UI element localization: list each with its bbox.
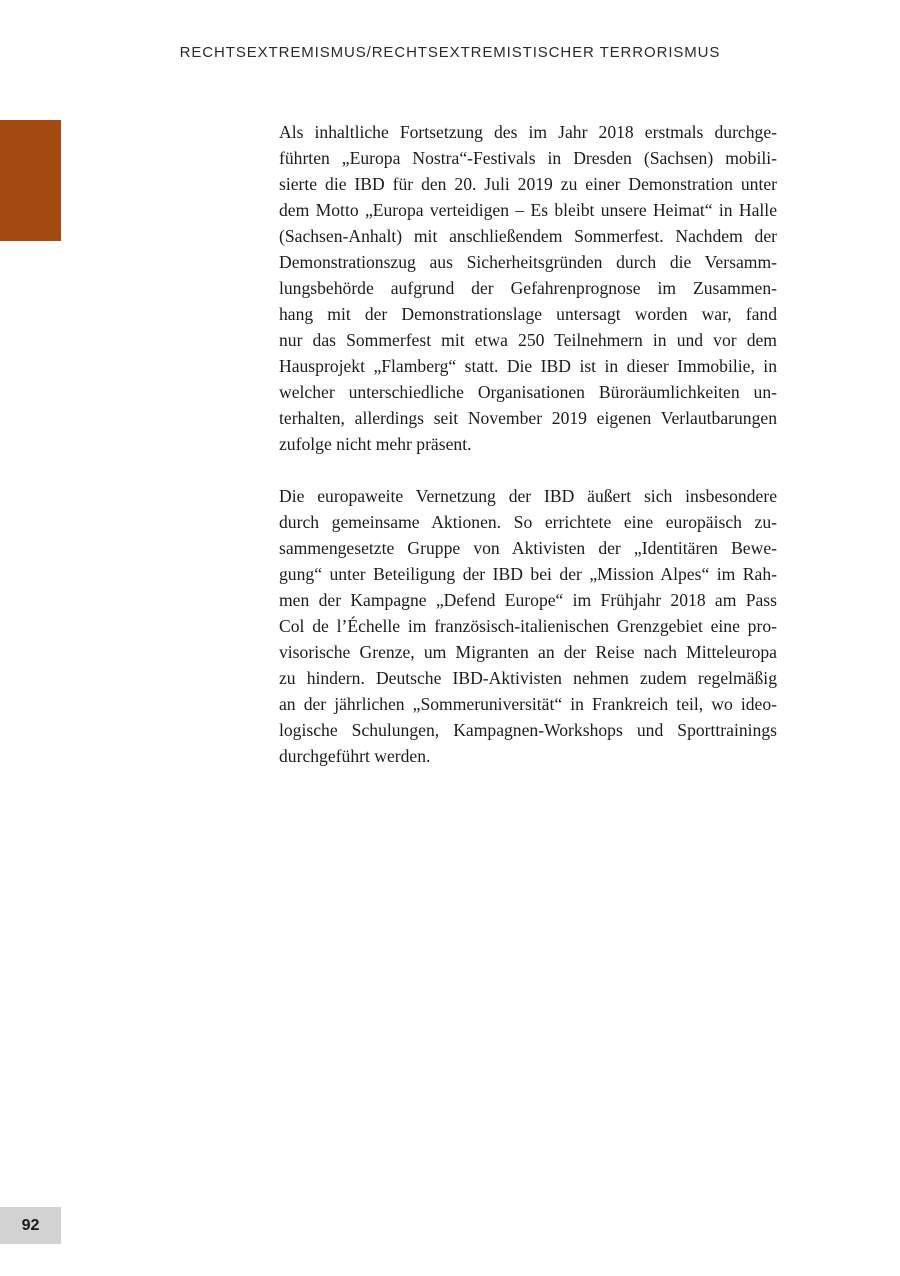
- running-header: RECHTSEXTREMISMUS/RECHTSEXTREMISTISCHER TERRORISMUS: [179, 44, 721, 61]
- page-number-box: [0, 1207, 61, 1244]
- paragraph-1: [279, 119, 777, 457]
- text-line: zu hindern. Deutsche IBD-Aktivisten nehmen zudem regelmäßig: [279, 668, 777, 688]
- text-line: an der jährlichen „Sommeruniversität“ in Frankreich teil, wo ideo-: [279, 694, 777, 714]
- chapter-color-tab: [0, 120, 61, 241]
- paragraph-2: [279, 483, 777, 769]
- text-line: men der Kampagne „Defend Europe“ im Frühjahr 2018 am Pass: [279, 590, 777, 610]
- text-line: lungsbehörde aufgrund der Gefahrenprognose im Zusammen-: [279, 278, 777, 298]
- text-line: logische Schulungen, Kampagnen-Workshops und Sporttrainings: [279, 720, 777, 740]
- text-line: welcher unterschiedliche Organisationen Büroräumlichkeiten un-: [279, 382, 777, 402]
- text-line: nur das Sommerfest mit etwa 250 Teilnehmern in und vor dem: [279, 330, 777, 350]
- text-line: Die europaweite Vernetzung der IBD äußert sich insbesondere: [279, 486, 777, 506]
- text-line: Hausprojekt „Flamberg“ statt. Die IBD ist in dieser Immobilie, in: [279, 356, 777, 376]
- text-line: durchgeführt werden.: [279, 746, 431, 766]
- text-line: gung“ unter Beteiligung der IBD bei der „Mission Alpes“ im Rah-: [279, 564, 777, 584]
- page-number: 92: [21, 1216, 40, 1234]
- text-line: Demonstrationszug aus Sicherheitsgründen durch die Versamm-: [279, 252, 777, 272]
- text-line: terhalten, allerdings seit November 2019 eigenen Verlautbarungen: [279, 408, 777, 428]
- text-line: visorische Grenze, um Migranten an der Reise nach Mitteleuropa: [279, 642, 777, 662]
- text-line: Als inhaltliche Fortsetzung des im Jahr 2018 erstmals durchge-: [279, 122, 777, 142]
- text-line: Col de l’Échelle im französisch-italienischen Grenzgebiet eine pro-: [279, 616, 777, 636]
- text-line: durch gemeinsame Aktionen. So errichtete eine europäisch zu-: [279, 512, 777, 532]
- text-line: zufolge nicht mehr präsent.: [279, 434, 472, 454]
- text-line: sierte die IBD für den 20. Juli 2019 zu einer Demonstration unter: [279, 174, 777, 194]
- text-line: dem Motto „Europa verteidigen – Es bleibt unsere Heimat“ in Halle: [279, 200, 777, 220]
- text-line: führten „Europa Nostra“-Festivals in Dresden (Sachsen) mobili-: [279, 148, 777, 168]
- text-line: (Sachsen-Anhalt) mit anschließendem Sommerfest. Nachdem der: [279, 226, 777, 246]
- text-line: hang mit der Demonstrationslage untersagt worden war, fand: [279, 304, 777, 324]
- text-line: sammengesetzte Gruppe von Aktivisten der „Identitären Bewe-: [279, 538, 777, 558]
- body-text: [279, 119, 777, 795]
